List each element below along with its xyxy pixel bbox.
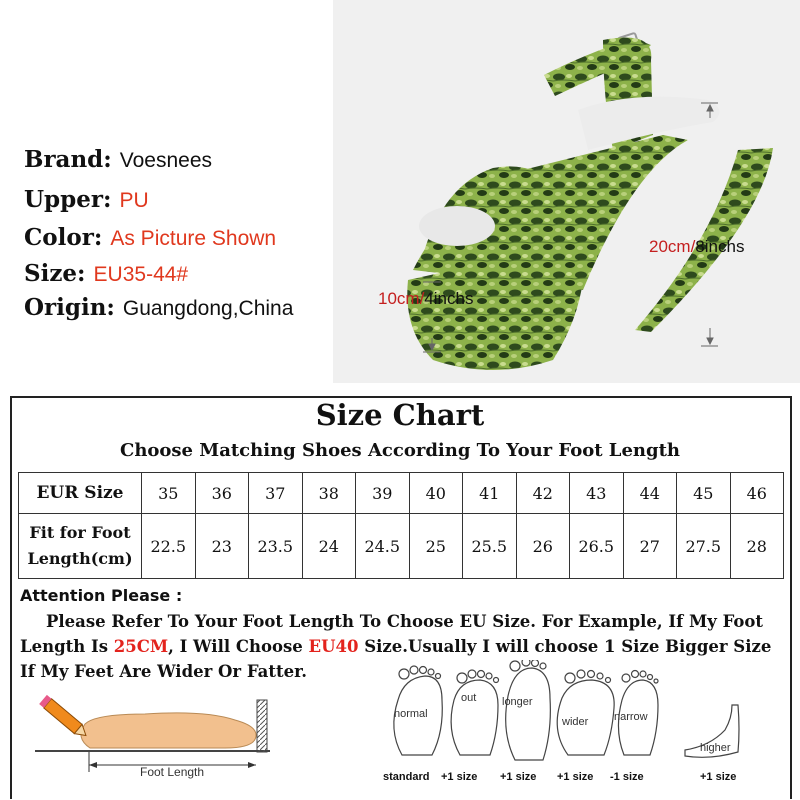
eur-size-cell: 39 — [356, 473, 410, 514]
foot-type-caption: longer — [502, 696, 533, 708]
spec-key: Size: — [24, 260, 86, 287]
foot-length-cell: 22.5 — [142, 514, 196, 579]
foot-length-cell: 25.5 — [463, 514, 517, 579]
foot-length-cell: 23.5 — [249, 514, 303, 579]
spec-size — [24, 260, 188, 287]
spec-key: Upper: — [24, 186, 112, 213]
foot-length-cell: 28 — [730, 514, 784, 579]
foot-length-label: Foot Length — [140, 765, 205, 779]
foot-length-cell: 24 — [302, 514, 356, 579]
eur-size-cell: 37 — [249, 473, 303, 514]
spec-origin — [24, 294, 293, 321]
attention-highlight-cm: 25CM — [113, 637, 169, 656]
foot-icon — [81, 713, 256, 748]
toe-opening — [419, 206, 495, 246]
foot-length-cell: 24.5 — [356, 514, 410, 579]
attention-highlight-eu: EU40 — [308, 637, 359, 656]
foot-type-size: +1 size — [500, 771, 537, 783]
eur-size-cell: 35 — [142, 473, 196, 514]
heel-height-label: 20cm/8inchs — [649, 237, 745, 256]
foot-length-cell: 23 — [195, 514, 249, 579]
size-chart-subtitle: Choose Matching Shoes According To Your Foot Length — [120, 440, 680, 461]
wall-icon — [257, 700, 267, 752]
attention-text: , I Will Choose — [168, 637, 309, 656]
foot-type-caption: normal — [394, 708, 428, 720]
foot-type-size: +1 size — [557, 771, 594, 783]
spec-value: As Picture Shown — [110, 227, 277, 250]
foot-length-header: Fit for Foot Length(cm) — [19, 514, 142, 579]
foot-type-size: -1 size — [610, 771, 644, 783]
spec-upper — [24, 186, 149, 213]
size-chart-title: Size Chart — [315, 398, 485, 432]
pencil-icon — [39, 695, 90, 740]
eur-size-header: EUR Size — [19, 473, 142, 514]
eur-size-row — [19, 473, 784, 514]
foot-length-cell: 26 — [516, 514, 570, 579]
eur-size-cell: 36 — [195, 473, 249, 514]
foot-type-size: +1 size — [700, 771, 737, 783]
eur-size-cell: 44 — [623, 473, 677, 514]
foot-type-size: +1 size — [441, 771, 478, 783]
spec-value: EU35-44# — [93, 263, 189, 286]
attention-title: Attention Please : — [20, 586, 183, 605]
attention-text: Please Refer To Your Foot Length To Choose EU Size. For Example, If My Foot Length Is — [20, 612, 764, 656]
spec-key: Brand: — [24, 146, 112, 173]
spec-value: Voesnees — [119, 149, 213, 172]
foot-length-cell: 25 — [409, 514, 463, 579]
product-image — [333, 0, 800, 383]
eur-size-cell: 42 — [516, 473, 570, 514]
eur-size-cell: 38 — [302, 473, 356, 514]
spec-value: Guangdong,China — [122, 297, 294, 320]
spec-color — [24, 224, 276, 251]
eur-size-cell: 41 — [463, 473, 517, 514]
attention-text: Size.Usually I will choose 1 Size Bigger Size If My Feet Are Wider Or Fatter. — [20, 637, 772, 681]
foot-length-row — [19, 514, 784, 579]
spec-key: Origin: — [24, 294, 115, 321]
longer-foot-icon — [506, 668, 551, 760]
foot-length-cell: 27 — [623, 514, 677, 579]
eur-size-cell: 40 — [409, 473, 463, 514]
foot-type-size: standard — [383, 771, 430, 783]
spec-key: Color: — [24, 224, 103, 251]
foot-type-caption: wider — [562, 716, 589, 728]
spec-brand — [24, 146, 212, 173]
platform-height-label: 10cm/4inchs — [378, 289, 474, 308]
size-table — [18, 472, 784, 579]
foot-type-caption: higher — [700, 742, 731, 754]
eur-size-cell: 46 — [730, 473, 784, 514]
foot-length-cell: 27.5 — [677, 514, 731, 579]
eur-size-cell: 45 — [677, 473, 731, 514]
spec-value: PU — [119, 189, 149, 212]
eur-size-cell: 43 — [570, 473, 624, 514]
foot-length-cell: 26.5 — [570, 514, 624, 579]
foot-type-caption: out — [461, 692, 477, 704]
foot-type-caption: narrow — [614, 711, 648, 723]
